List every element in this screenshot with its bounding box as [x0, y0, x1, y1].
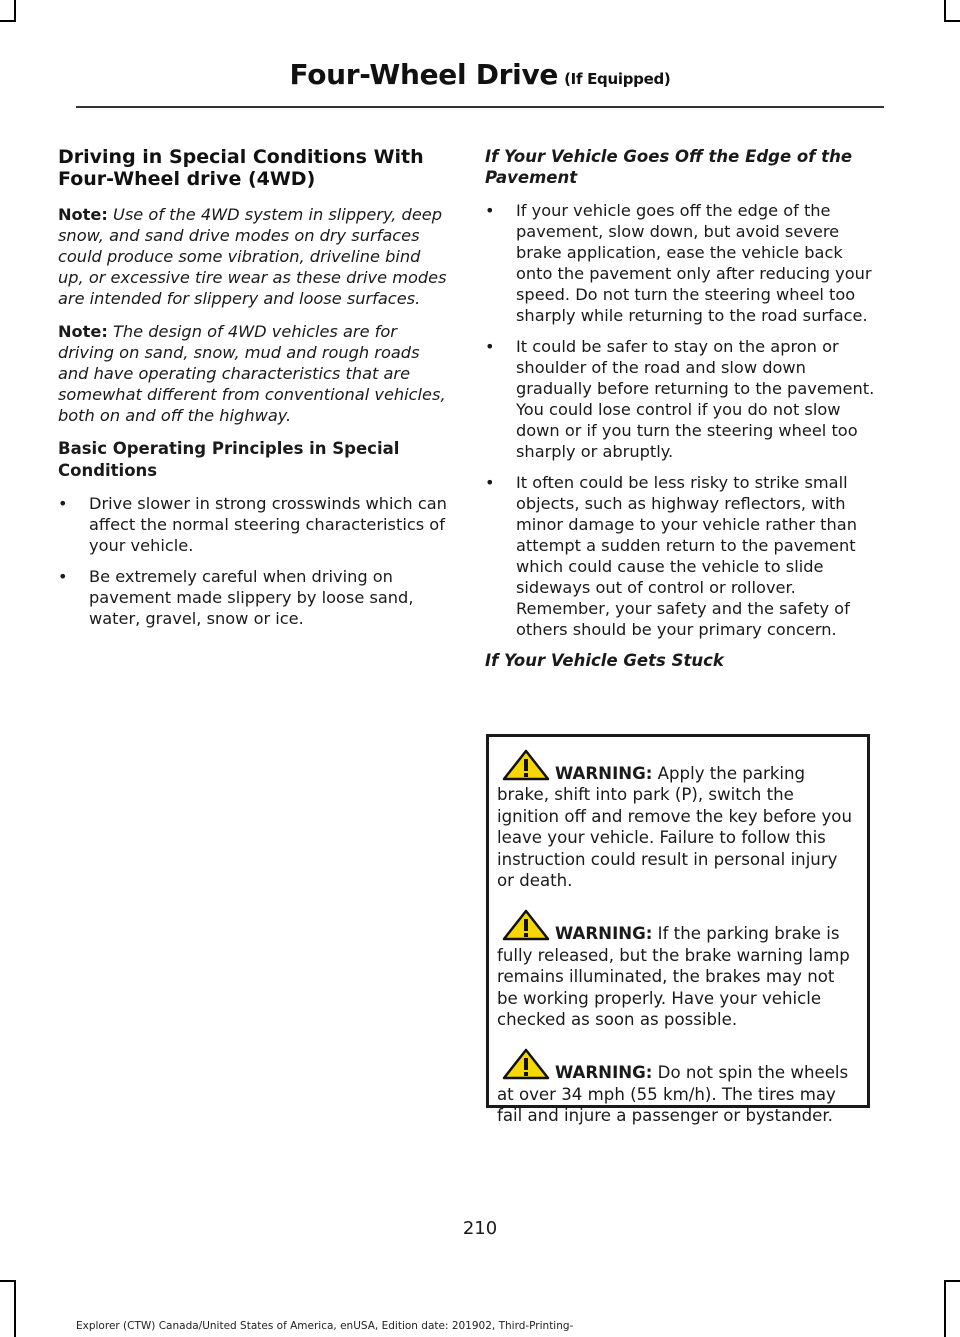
bullet-list: [58, 493, 450, 629]
crop-mark: [0, 20, 16, 22]
note-label: Note:: [58, 322, 108, 341]
crop-mark: [944, 1280, 946, 1337]
section-heading: Driving in Special Conditions With Four-Wheel drive (4WD): [58, 146, 424, 190]
subsection-heading: Basic Operating Principles in Special Conditions: [58, 439, 400, 480]
page-header: [0, 58, 960, 91]
left-column: [58, 146, 450, 639]
crop-mark: [0, 1280, 16, 1282]
crop-mark: [14, 1280, 16, 1337]
bullet-marker: •: [485, 201, 495, 220]
list-item-text: It could be safer to stay on the apron or shoulder of the road and slow down gradually before returning to the pavement. You could lose control if you do not slow down or if you turn the steering wheel too sharply or abruptly.: [516, 337, 875, 461]
warning-triangle-icon: [501, 909, 551, 941]
crop-mark: [944, 0, 946, 22]
crop-mark: [944, 1280, 960, 1282]
warning-2: [497, 909, 859, 1030]
header-subtitle: (If Equipped): [564, 70, 671, 88]
note-text: Use of the 4WD system in slippery, deep snow, and sand drive modes on dry surfaces could produce some vibration, driveline bind up, or excessive tire wear as these drive modes are intended for slippery and loose surfaces.: [58, 205, 447, 308]
list-item: [485, 336, 879, 462]
footer-text: Explorer (CTW) Canada/United States of America, enUSA, Edition date: 201902, Third-Printing-: [76, 1320, 574, 1332]
list-item: [58, 493, 450, 556]
list-item-text: It often could be less risky to strike small objects, such as highway reflectors, with minor damage to your vehicle rather than attempt a sudden return to the pavement which could cause the vehicle to slide sideways out of control or rollover. Remember, your safety and the safety of others should be your primary concern.: [516, 473, 857, 639]
warning-box: [486, 734, 870, 1126]
note-text: The design of 4WD vehicles are for driving on sand, snow, mud and rough roads and have operating characteristics that are somewhat different from conventional vehicles, both on and off the highway.: [58, 322, 446, 425]
bullet-list: [485, 200, 879, 640]
list-item: [58, 566, 450, 629]
warning-text: Apply the parking brake, shift into park (P), switch the ignition off and remove the key before you leave your vehicle. Failure to follow this instruction could result in personal injury or death.: [497, 764, 852, 891]
header-title: Four-Wheel Drive: [289, 58, 559, 91]
warning-triangle-icon: [501, 749, 551, 781]
list-item-text: If your vehicle goes off the edge of the pavement, slow down, but avoid severe brake application, ease the vehicle back onto the pavement only after reducing your speed. Do not turn the steering wheel too sharply while returning to the road surface.: [516, 201, 872, 325]
list-item: [485, 200, 879, 326]
list-item: [485, 472, 879, 640]
note-2: [58, 321, 450, 426]
warning-text: If the parking brake is fully released, but the brake warning lamp remains illuminated, the brakes may not be working properly. Have your vehicle checked as soon as possible.: [497, 924, 850, 1030]
list-item-text: Be extremely careful when driving on pavement made slippery by loose sand, water, gravel, snow or ice.: [89, 567, 414, 628]
warning-text: Do not spin the wheels at over 34 mph (55 km/h). The tires may fail and injure a passenger or bystander.: [497, 1063, 849, 1126]
bullet-marker: •: [58, 494, 68, 513]
crop-mark: [14, 0, 16, 22]
note-label: Note:: [58, 205, 108, 224]
warning-label: WARNING:: [555, 1063, 653, 1083]
warning-triangle-icon: [501, 1048, 551, 1080]
list-item-text: Drive slower in strong crosswinds which can affect the normal steering characteristics of your vehicle.: [89, 494, 447, 555]
subsection-heading: If Your Vehicle Goes Off the Edge of the Pavement: [485, 147, 853, 187]
crop-mark: [944, 20, 960, 22]
subsection-heading: If Your Vehicle Gets Stuck: [485, 651, 724, 670]
page-number: 210: [462, 1218, 498, 1239]
header-divider: [76, 106, 884, 108]
warning-label: WARNING:: [555, 924, 653, 944]
warning-3: [497, 1048, 859, 1126]
bullet-marker: •: [58, 567, 68, 586]
bullet-marker: •: [485, 473, 495, 492]
bullet-marker: •: [485, 337, 495, 356]
warning-1: [497, 749, 859, 891]
warning-label: WARNING:: [555, 764, 653, 783]
note-1: [58, 204, 450, 309]
right-column: [485, 146, 879, 683]
